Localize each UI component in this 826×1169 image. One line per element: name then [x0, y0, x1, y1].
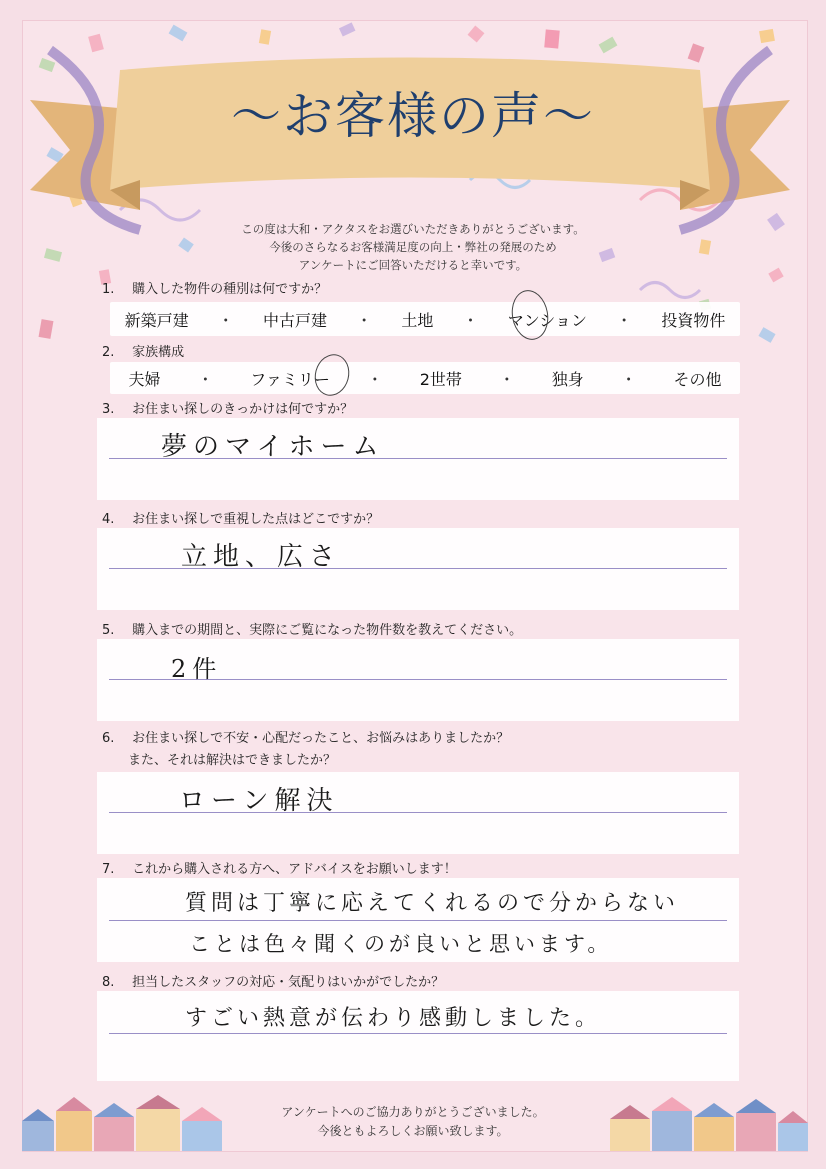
option-couple[interactable]: 夫婦	[128, 369, 161, 389]
question-number: 1.	[102, 282, 115, 297]
separator: ・	[217, 310, 234, 330]
answer-line	[109, 920, 727, 921]
question-text-2: また、それは解決はできましたか？	[128, 753, 337, 768]
separator: ・	[197, 369, 214, 389]
q7-answer-box[interactable]	[97, 878, 739, 962]
option-other[interactable]: その他	[673, 369, 722, 389]
question-number: 8.	[102, 975, 115, 990]
option-mansion[interactable]: マンション	[507, 310, 587, 330]
separator: ・	[462, 310, 479, 330]
separator: ・	[366, 369, 383, 389]
intro-text	[0, 220, 826, 274]
question-text: お住まい探しで不安・心配だったこと、お悩みはありましたか？	[132, 731, 510, 746]
option-two-generation[interactable]: 2世帯	[419, 369, 462, 389]
handwritten-answer-line-1: 質問は丁寧に応えてくれるので分からない	[185, 891, 680, 916]
question-text: 購入した物件の種別は何ですか？	[132, 282, 328, 297]
intro-line-3: アンケートにご回答いただけると幸いです。	[298, 258, 528, 272]
intro-line-2: 今後のさらなるお客様満足度の向上・弊社の発展のため	[269, 240, 557, 254]
question-7	[102, 858, 457, 877]
question-4	[102, 508, 379, 527]
q5-answer-box[interactable]	[97, 639, 739, 721]
q8-answer-box[interactable]	[97, 991, 739, 1081]
page-title: 〜お客様の声〜	[231, 87, 595, 145]
separator: ・	[498, 369, 515, 389]
separator: ・	[356, 310, 373, 330]
handwritten-answer: ローン解決	[179, 786, 339, 816]
answer-line	[109, 1033, 727, 1034]
question-text: これから購入される方へ、アドバイスをお願いします！	[132, 862, 457, 877]
q2-options	[110, 362, 740, 394]
option-investment[interactable]: 投資物件	[661, 310, 726, 330]
separator: ・	[620, 369, 637, 389]
option-new-house[interactable]: 新築戸建	[124, 310, 189, 330]
question-text: お住まい探しで重視した点はどこですか？	[132, 512, 380, 527]
option-single[interactable]: 独身	[551, 369, 584, 389]
handwritten-answer: 2件	[171, 655, 223, 683]
option-family[interactable]: ファミリー	[250, 369, 330, 389]
q1-options	[110, 302, 740, 336]
question-6	[102, 728, 509, 772]
question-number: 7.	[102, 862, 115, 877]
question-text: お住まい探しのきっかけは何ですか？	[132, 402, 354, 417]
question-1	[102, 278, 327, 297]
option-land[interactable]: 土地	[401, 310, 434, 330]
houses-illustration-right	[610, 1091, 810, 1151]
intro-line-1: この度は大和・アクタスをお選びいただきありがとうございます。	[241, 222, 585, 236]
houses-illustration-left	[22, 1091, 222, 1151]
question-text: 担当したスタッフの対応・気配りはいかがでしたか？	[132, 975, 445, 990]
question-2	[102, 341, 184, 360]
question-number: 4.	[102, 512, 115, 527]
footer-line-1: アンケートへのご協力ありがとうございました。	[281, 1105, 545, 1119]
question-text: 購入までの期間と、実際にご覧になった物件数を教えてください。	[132, 623, 523, 638]
q3-answer-box[interactable]	[97, 418, 739, 500]
question-3	[102, 398, 353, 417]
handwritten-answer-line-2: ことは色々聞くのが良いと思います。	[189, 932, 613, 956]
question-number: 5.	[102, 623, 115, 638]
handwritten-answer: 立地、広さ	[181, 542, 342, 572]
question-number: 6.	[102, 731, 115, 746]
question-number: 3.	[102, 402, 115, 417]
handwritten-answer: 夢のマイホーム	[161, 432, 385, 462]
q4-answer-box[interactable]	[97, 528, 739, 610]
question-8	[102, 971, 444, 990]
handwritten-answer: すごい熱意が伝わり感動しました。	[185, 1006, 602, 1031]
footer-line-2: 今後ともよろしくお願い致します。	[317, 1124, 509, 1138]
q6-answer-box[interactable]	[97, 772, 739, 854]
question-number: 2.	[102, 345, 115, 360]
option-used-house[interactable]: 中古戸建	[262, 310, 327, 330]
question-5	[102, 619, 522, 638]
question-text: 家族構成	[132, 345, 185, 360]
separator: ・	[616, 310, 633, 330]
